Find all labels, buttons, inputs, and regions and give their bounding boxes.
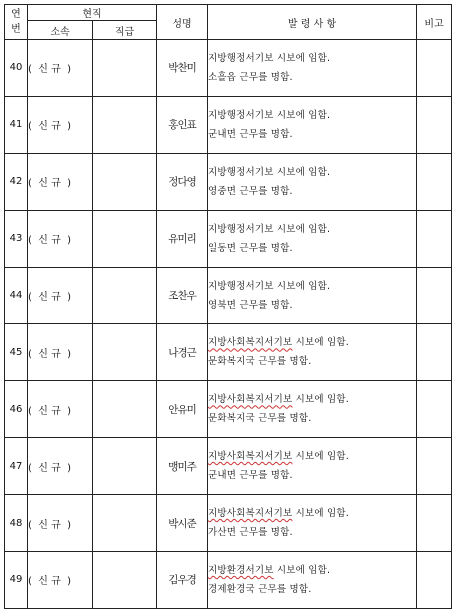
rank-cell: [93, 153, 157, 210]
header-current-position: 현직: [28, 5, 157, 21]
header-name: 성명: [157, 5, 208, 40]
name-cell: 김우경: [157, 552, 208, 609]
serial-number-cell: 48: [5, 495, 28, 552]
serial-number-cell: 47: [5, 438, 28, 495]
affiliation-cell: ( 신 규 ): [28, 495, 93, 552]
appointment-details-cell: [208, 40, 417, 97]
table-row: [5, 210, 452, 267]
rank-cell: [93, 324, 157, 381]
header-serial-number-line-1: 연: [11, 9, 21, 20]
rank-cell: [93, 40, 157, 97]
personnel-appointment-table: [4, 4, 452, 609]
details-line-1: 지방환경서기보 시보에 임함.: [208, 564, 331, 576]
header-rank: 직급: [93, 21, 157, 40]
details-line-2: 소흘읍 근무를 명함.: [208, 71, 293, 83]
remarks-cell: [417, 210, 452, 267]
appointment-details-cell: [208, 267, 417, 324]
rank-cell: [93, 267, 157, 324]
spellcheck-underlined-word: 지방환경서기보: [208, 564, 274, 576]
details-line-1: 지방행정서기보 시보에 임함.: [208, 280, 331, 292]
affiliation-cell: ( 신 규 ): [28, 267, 93, 324]
details-line-1: 지방행정서기보 시보에 임함.: [208, 166, 331, 178]
appointment-details-cell: [208, 324, 417, 381]
header-remarks: 비고: [417, 5, 452, 40]
details-line-1: 지방행정서기보 시보에 임함.: [208, 109, 331, 121]
details-line-1: 지방사회복지서기보 시보에 임함.: [208, 337, 349, 349]
details-line-1: 지방행정서기보 시보에 임함.: [208, 223, 331, 235]
name-cell: 안유미: [157, 381, 208, 438]
spellcheck-underlined-word: 지방사회복지서기보: [208, 451, 293, 463]
details-line-2: 군내면 근무를 명함.: [208, 470, 293, 482]
serial-number-cell: 41: [5, 96, 28, 153]
table-row: [5, 96, 452, 153]
serial-number-cell: 44: [5, 267, 28, 324]
appointment-details-cell: [208, 96, 417, 153]
rank-cell: [93, 96, 157, 153]
name-cell: 박찬미: [157, 40, 208, 97]
details-line-2: 일동면 근무를 명함.: [208, 242, 293, 254]
details-line-2: 경제환경국 근무를 명함.: [208, 583, 312, 595]
appointment-details-cell: [208, 552, 417, 609]
remarks-cell: [417, 153, 452, 210]
details-line-2: 군내면 근무를 명함.: [208, 128, 293, 140]
spellcheck-underlined-word: 지방사회복지서기보: [208, 508, 293, 520]
name-cell: 조찬우: [157, 267, 208, 324]
remarks-cell: [417, 381, 452, 438]
serial-number-cell: 49: [5, 552, 28, 609]
affiliation-cell: ( 신 규 ): [28, 96, 93, 153]
header-affiliation: 소속: [28, 21, 93, 40]
rank-cell: [93, 381, 157, 438]
name-cell: 박시준: [157, 495, 208, 552]
remarks-cell: [417, 438, 452, 495]
remarks-cell: [417, 96, 452, 153]
table-row: [5, 153, 452, 210]
appointment-details-cell: [208, 210, 417, 267]
remarks-cell: [417, 40, 452, 97]
serial-number-cell: 45: [5, 324, 28, 381]
remarks-cell: [417, 495, 452, 552]
name-cell: 정다영: [157, 153, 208, 210]
header-serial-number-line-2: 번: [11, 24, 21, 35]
rank-cell: [93, 210, 157, 267]
serial-number-cell: 40: [5, 40, 28, 97]
details-line-2: 영북면 근무를 명함.: [208, 299, 293, 311]
name-cell: 유미리: [157, 210, 208, 267]
appointment-details-cell: [208, 495, 417, 552]
details-line-2: 가산면 근무를 명함.: [208, 527, 293, 539]
rank-cell: [93, 438, 157, 495]
table-row: [5, 381, 452, 438]
remarks-cell: [417, 267, 452, 324]
appointment-details-cell: [208, 381, 417, 438]
appointment-details-cell: [208, 438, 417, 495]
serial-number-cell: 43: [5, 210, 28, 267]
name-cell: 홍인표: [157, 96, 208, 153]
remarks-cell: [417, 552, 452, 609]
table-row: [5, 267, 452, 324]
details-line-2: 문화복지국 근무를 명함.: [208, 356, 312, 368]
affiliation-cell: ( 신 규 ): [28, 210, 93, 267]
affiliation-cell: ( 신 규 ): [28, 153, 93, 210]
affiliation-cell: ( 신 규 ): [28, 324, 93, 381]
details-line-2: 영중면 근무를 명함.: [208, 185, 293, 197]
rank-cell: [93, 552, 157, 609]
name-cell: 맹미주: [157, 438, 208, 495]
spellcheck-underlined-word: 지방사회복지서기보: [208, 394, 293, 406]
details-line-1: 지방사회복지서기보 시보에 임함.: [208, 394, 349, 406]
table-row: [5, 495, 452, 552]
serial-number-cell: 46: [5, 381, 28, 438]
affiliation-cell: ( 신 규 ): [28, 40, 93, 97]
details-line-2: 문화복지국 근무를 명함.: [208, 413, 312, 425]
table-row: [5, 552, 452, 609]
header-appointment-details: 발 령 사 항: [208, 5, 417, 40]
details-line-1: 지방사회복지서기보 시보에 임함.: [208, 451, 349, 463]
affiliation-cell: ( 신 규 ): [28, 552, 93, 609]
table-row: [5, 40, 452, 97]
header-serial-number: [5, 5, 28, 40]
affiliation-cell: ( 신 규 ): [28, 381, 93, 438]
spellcheck-underlined-word: 지방사회복지서기보: [208, 337, 293, 349]
rank-cell: [93, 495, 157, 552]
table-row: [5, 438, 452, 495]
remarks-cell: [417, 324, 452, 381]
appointment-details-cell: [208, 153, 417, 210]
table-row: [5, 324, 452, 381]
details-line-1: 지방사회복지서기보 시보에 임함.: [208, 508, 349, 520]
affiliation-cell: ( 신 규 ): [28, 438, 93, 495]
serial-number-cell: 42: [5, 153, 28, 210]
details-line-1: 지방행정서기보 시보에 임함.: [208, 52, 331, 64]
name-cell: 나경근: [157, 324, 208, 381]
